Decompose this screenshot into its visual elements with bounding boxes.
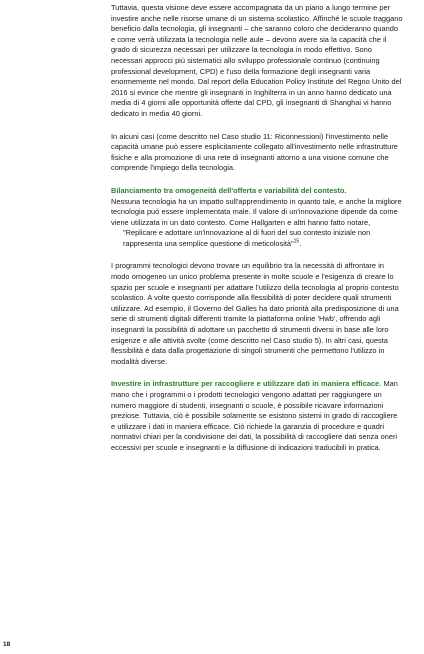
footnote-ref: 15 [293,238,300,245]
heading-balance: Bilanciamento tra omogeneità dell'offerta e variabilità del contesto. [111,185,347,195]
section-balance [111,186,403,250]
quote-text: "Replicare e adottare un'innovazione al di fuori del suo contesto iniziale non rappresenta una semplice questione di meticolosità" [123,228,371,248]
paragraph-data [111,379,403,453]
paragraph-context: Nessuna tecnologia ha un impatto sull'apprendimento in quanto tale, e anche la migliore tecnologia può essere implementata male. Il valore di un'innovazione dipende da come viene utilizzata in un dato contesto. Come Hallgarten e altri hanno fatto notare, [111,196,402,227]
paragraph-infrastructure: In alcuni casi (come descritto nel Caso studio 11: Riconnessioni) l'investimento nelle capacità umane può essere esplicitamente collegato all'investimento nelle infrastrutture fisiche e alla promozione di una rete di insegnanti attorno a una visione comune che comprende l'impiego della tecnologia. [111,131,398,173]
paragraph-programs: I programmi tecnologici devono trovare un equilibrio tra la necessità di affrontare in modo omogeneo un unico problema presente in molte scuole e l'esigenza di creare lo spazio per scuole e insegnanti per adattare l'utilizzo della tecnologia al proprio contesto scolastico. A volte questo corrisponde alla flessibilità di poter decidere quali strumenti utilizzare. Ad esempio, il Governo del Galles ha dato priorità alla predisposizione di una serie di strumenti digitali differenti tramite la piattaforma online 'Hwb', offrendo agli insegnanti la possibilità di adottare un pacchetto di strumenti diversi in base alle loro esigenze e alle attività svolte (come descritto nel Caso studio 5). In altri casi, questa flessibilità è data dalla progettazione di singoli strumenti che permettono l'utilizzo in modalità diverse. [111,261,399,366]
quote-hallgarten: "Replicare e adottare un'innovazione al di fuori del suo contesto iniziale non rappresenta una semplice questione di meticolosità"$^{15}$. [123,228,371,248]
paragraph-human-resources: Tuttavia, questa visione deve essere accompagnata da un piano a lungo termine per investire anche nelle risorse umane di un sistema scolastico. Affinché le scuole traggano beneficio dalla tecnologia, gli insegnanti – che saranno coloro che decideranno quando e come verrà utilizzata la tecnologia nelle aule – devono avere sia la capacità che il grado di sicurezza necessari per utilizzare la tecnologia in modo effettivo. Sono necessari approcci più sistematici allo sviluppo professionale continuo (continuing professional development, CPD) e l'uso della formazione degli insegnanti varia enormemente nel mondo. Dal report della Education Policy Institute del Regno Unito del 2016 si evince che mentre gli insegnanti in Inghilterra in un anno hanno dedicato una media di 4 giorni alle opportunità offerte dal CPD, gli insegnanti di Shanghai vi hanno dedicato in media 40 giorni. [111,3,403,118]
document-body [111,3,403,466]
paragraph-data-text: Man mano che i programmi o i prodotti tecnologici vengono adattati per raggiungere un numero maggiore di studenti, insegnanti o scuole, è possibile ricavare informazioni preziose. Tuttavia, ciò è possibile solamente se esistono sistemi in grado di raccogliere e utilizzare i dati in maniera efficace. Ciò richiede la garanzia di procedure e quadri normativi chiari per la condivisione dei dati, la possibilità di raccogliere dati senza oneri eccessivi per scuole e insegnanti e la diffusione di indicazioni traducibili in pratica. [111,379,398,452]
page-number: 18 [3,641,11,648]
heading-data: Investire in infrastrutture per raccogliere e utilizzare dati in maniera efficace. [111,379,382,389]
